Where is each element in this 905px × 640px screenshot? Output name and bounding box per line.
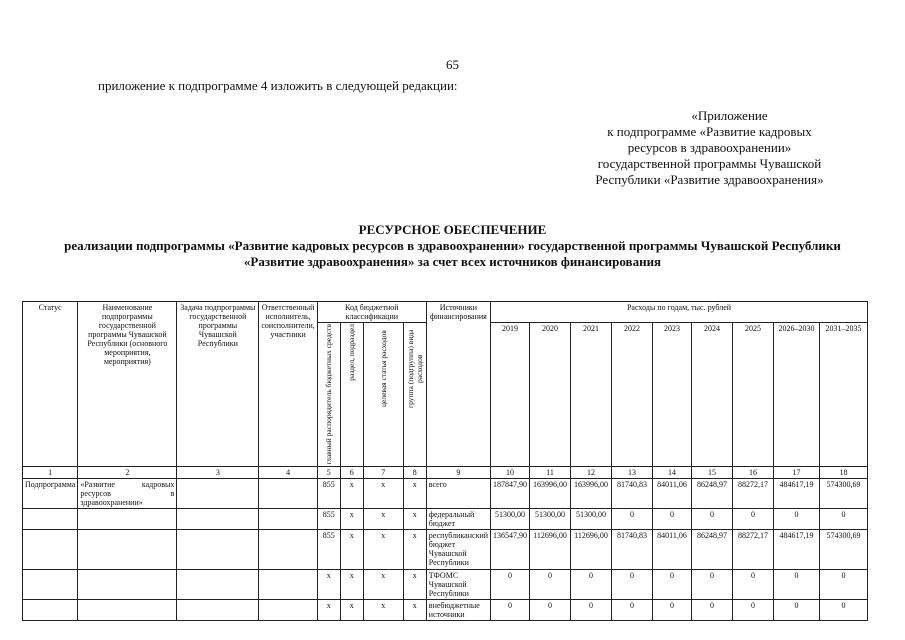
value-cell: 0 [653, 569, 692, 599]
value-cell: 0 [820, 599, 868, 620]
source-cell: республиканский бюджет Чувашской Республики [426, 529, 490, 569]
grbs-cell: 855 [317, 529, 340, 569]
col-number: 12 [571, 466, 612, 478]
grbs-cell: х [317, 599, 340, 620]
section-cell: х [340, 478, 363, 508]
value-cell: 88272,17 [733, 529, 774, 569]
col-number: 18 [820, 466, 868, 478]
value-cell: 0 [774, 599, 820, 620]
header-year: 2023 [653, 323, 692, 467]
status-cell [23, 599, 78, 620]
group-cell: х [403, 508, 426, 529]
group-cell: х [403, 478, 426, 508]
header-section: раздел, подраздел [340, 323, 363, 467]
value-cell: 0 [820, 508, 868, 529]
section-cell: х [340, 529, 363, 569]
header-target: целевая статья расходов [363, 323, 403, 467]
value-cell: 0 [692, 569, 733, 599]
grbs-cell: 855 [317, 508, 340, 529]
value-cell: 86248,97 [692, 529, 733, 569]
value-cell: 51300,00 [491, 508, 530, 529]
source-cell: внебюджетные источники [426, 599, 490, 620]
value-cell: 112696,00 [530, 529, 571, 569]
header-budget-code: Код бюджетной классификации [317, 302, 426, 323]
target-cell: х [363, 599, 403, 620]
responsible-cell [259, 529, 317, 569]
page-number: 65 [446, 57, 459, 72]
value-cell: 0 [571, 569, 612, 599]
target-cell: х [363, 478, 403, 508]
program-name-cell [78, 529, 177, 569]
task-cell [177, 478, 259, 508]
value-cell: 0 [733, 599, 774, 620]
target-cell: х [363, 508, 403, 529]
header-year: 2031–2035 [820, 323, 868, 467]
task-cell [177, 508, 259, 529]
value-cell: 0 [530, 599, 571, 620]
header-grbs: главный распорядитель бюджетных средств [317, 323, 340, 467]
value-cell: 84011,06 [653, 529, 692, 569]
col-number: 9 [426, 466, 490, 478]
status-cell: Подпрограмма [23, 478, 78, 508]
responsible-cell [259, 569, 317, 599]
value-cell: 187847,90 [491, 478, 530, 508]
col-number: 7 [363, 466, 403, 478]
resource-table [22, 301, 868, 621]
section-cell: х [340, 599, 363, 620]
responsible-cell [259, 478, 317, 508]
column-number-row [23, 466, 868, 478]
header-year: 2021 [571, 323, 612, 467]
value-cell: 112696,00 [571, 529, 612, 569]
source-cell: федеральный бюджет [426, 508, 490, 529]
program-name-cell: «Развитие кадровых ресурсов в здравоохранении» [78, 478, 177, 508]
task-cell [177, 599, 259, 620]
value-cell: 136547,90 [491, 529, 530, 569]
header-year: 2019 [491, 323, 530, 467]
appendix-body: к подпрограмме «Развитие кадровых ресурсов в здравоохранении» государственной программы Чувашской Республики «Развитие здравоохранения» [595, 124, 824, 187]
value-cell: 88272,17 [733, 478, 774, 508]
appendix-note [593, 108, 826, 188]
col-number: 5 [317, 466, 340, 478]
target-cell: х [363, 569, 403, 599]
page-title: РЕСУРСНОЕ ОБЕСПЕЧЕНИЕ [358, 222, 547, 237]
responsible-cell [259, 599, 317, 620]
grbs-cell: 855 [317, 478, 340, 508]
table-row [23, 508, 868, 529]
value-cell: 0 [530, 569, 571, 599]
program-name-cell [78, 569, 177, 599]
status-cell [23, 508, 78, 529]
program-name-cell [78, 508, 177, 529]
header-year: 2026–2030 [774, 323, 820, 467]
intro-text: приложение к подпрограмме 4 изложить в следующей редакции: [98, 78, 458, 93]
group-cell: х [403, 529, 426, 569]
table-row [23, 569, 868, 599]
value-cell: 0 [612, 569, 653, 599]
value-cell: 163996,00 [571, 478, 612, 508]
value-cell: 163996,00 [530, 478, 571, 508]
page-subtitle: реализации подпрограммы «Развитие кадровых ресурсов в здравоохранении» государственной программы Чувашской Республики «Развитие здравоохранения» за счет всех источников финансирования [64, 238, 841, 269]
value-cell: 81740,83 [612, 478, 653, 508]
value-cell: 0 [692, 599, 733, 620]
value-cell: 0 [612, 508, 653, 529]
grbs-cell: х [317, 569, 340, 599]
header-year: 2020 [530, 323, 571, 467]
col-number: 17 [774, 466, 820, 478]
value-cell: 0 [820, 569, 868, 599]
header-expenses: Расходы по годам, тыс. рублей [491, 302, 868, 323]
header-task: Задача подпрограммы государственной программы Чувашской Республики [177, 302, 259, 467]
col-number: 3 [177, 466, 259, 478]
section-cell: х [340, 569, 363, 599]
source-cell: ТФОМС Чувашской Республики [426, 569, 490, 599]
header-year: 2024 [692, 323, 733, 467]
col-number: 1 [23, 466, 78, 478]
value-cell: 0 [491, 569, 530, 599]
value-cell: 84011,06 [653, 478, 692, 508]
header-name: Наименование подпрограммы государственной программы Чувашской Республики (основного мероприятия, мероприятия) [78, 302, 177, 467]
header-group: группа (подгруппа) вида расходов [403, 323, 426, 467]
header-status: Статус [23, 302, 78, 467]
header-sources: Источники финансирования [426, 302, 490, 467]
col-number: 4 [259, 466, 317, 478]
table-row [23, 478, 868, 508]
value-cell: 51300,00 [530, 508, 571, 529]
value-cell: 0 [612, 599, 653, 620]
task-cell [177, 569, 259, 599]
value-cell: 0 [733, 569, 774, 599]
table-row [23, 529, 868, 569]
target-cell: х [363, 529, 403, 569]
value-cell: 0 [653, 508, 692, 529]
col-number: 16 [733, 466, 774, 478]
value-cell: 81740,83 [612, 529, 653, 569]
col-number: 15 [692, 466, 733, 478]
value-cell: 574300,69 [820, 529, 868, 569]
value-cell: 0 [653, 599, 692, 620]
table-body [23, 478, 868, 620]
value-cell: 86248,97 [692, 478, 733, 508]
col-number: 6 [340, 466, 363, 478]
value-cell: 0 [774, 569, 820, 599]
responsible-cell [259, 508, 317, 529]
program-name-cell [78, 599, 177, 620]
col-number: 14 [653, 466, 692, 478]
value-cell: 0 [733, 508, 774, 529]
value-cell: 0 [774, 508, 820, 529]
value-cell: 0 [571, 599, 612, 620]
header-row-1 [23, 302, 868, 323]
value-cell: 574300,69 [820, 478, 868, 508]
table-row [23, 599, 868, 620]
header-year: 2022 [612, 323, 653, 467]
section-cell: х [340, 508, 363, 529]
col-number: 2 [78, 466, 177, 478]
header-responsible: Ответственный исполнитель, соисполнители, участники [259, 302, 317, 467]
task-cell [177, 529, 259, 569]
group-cell: х [403, 569, 426, 599]
status-cell [23, 569, 78, 599]
header-year: 2025 [733, 323, 774, 467]
group-cell: х [403, 599, 426, 620]
value-cell: 0 [692, 508, 733, 529]
value-cell: 484617,19 [774, 478, 820, 508]
value-cell: 484617,19 [774, 529, 820, 569]
appendix-title: «Приложение [691, 108, 768, 123]
source-cell: всего [426, 478, 490, 508]
col-number: 11 [530, 466, 571, 478]
value-cell: 0 [491, 599, 530, 620]
col-number: 10 [491, 466, 530, 478]
value-cell: 51300,00 [571, 508, 612, 529]
col-number: 13 [612, 466, 653, 478]
col-number: 8 [403, 466, 426, 478]
status-cell [23, 529, 78, 569]
